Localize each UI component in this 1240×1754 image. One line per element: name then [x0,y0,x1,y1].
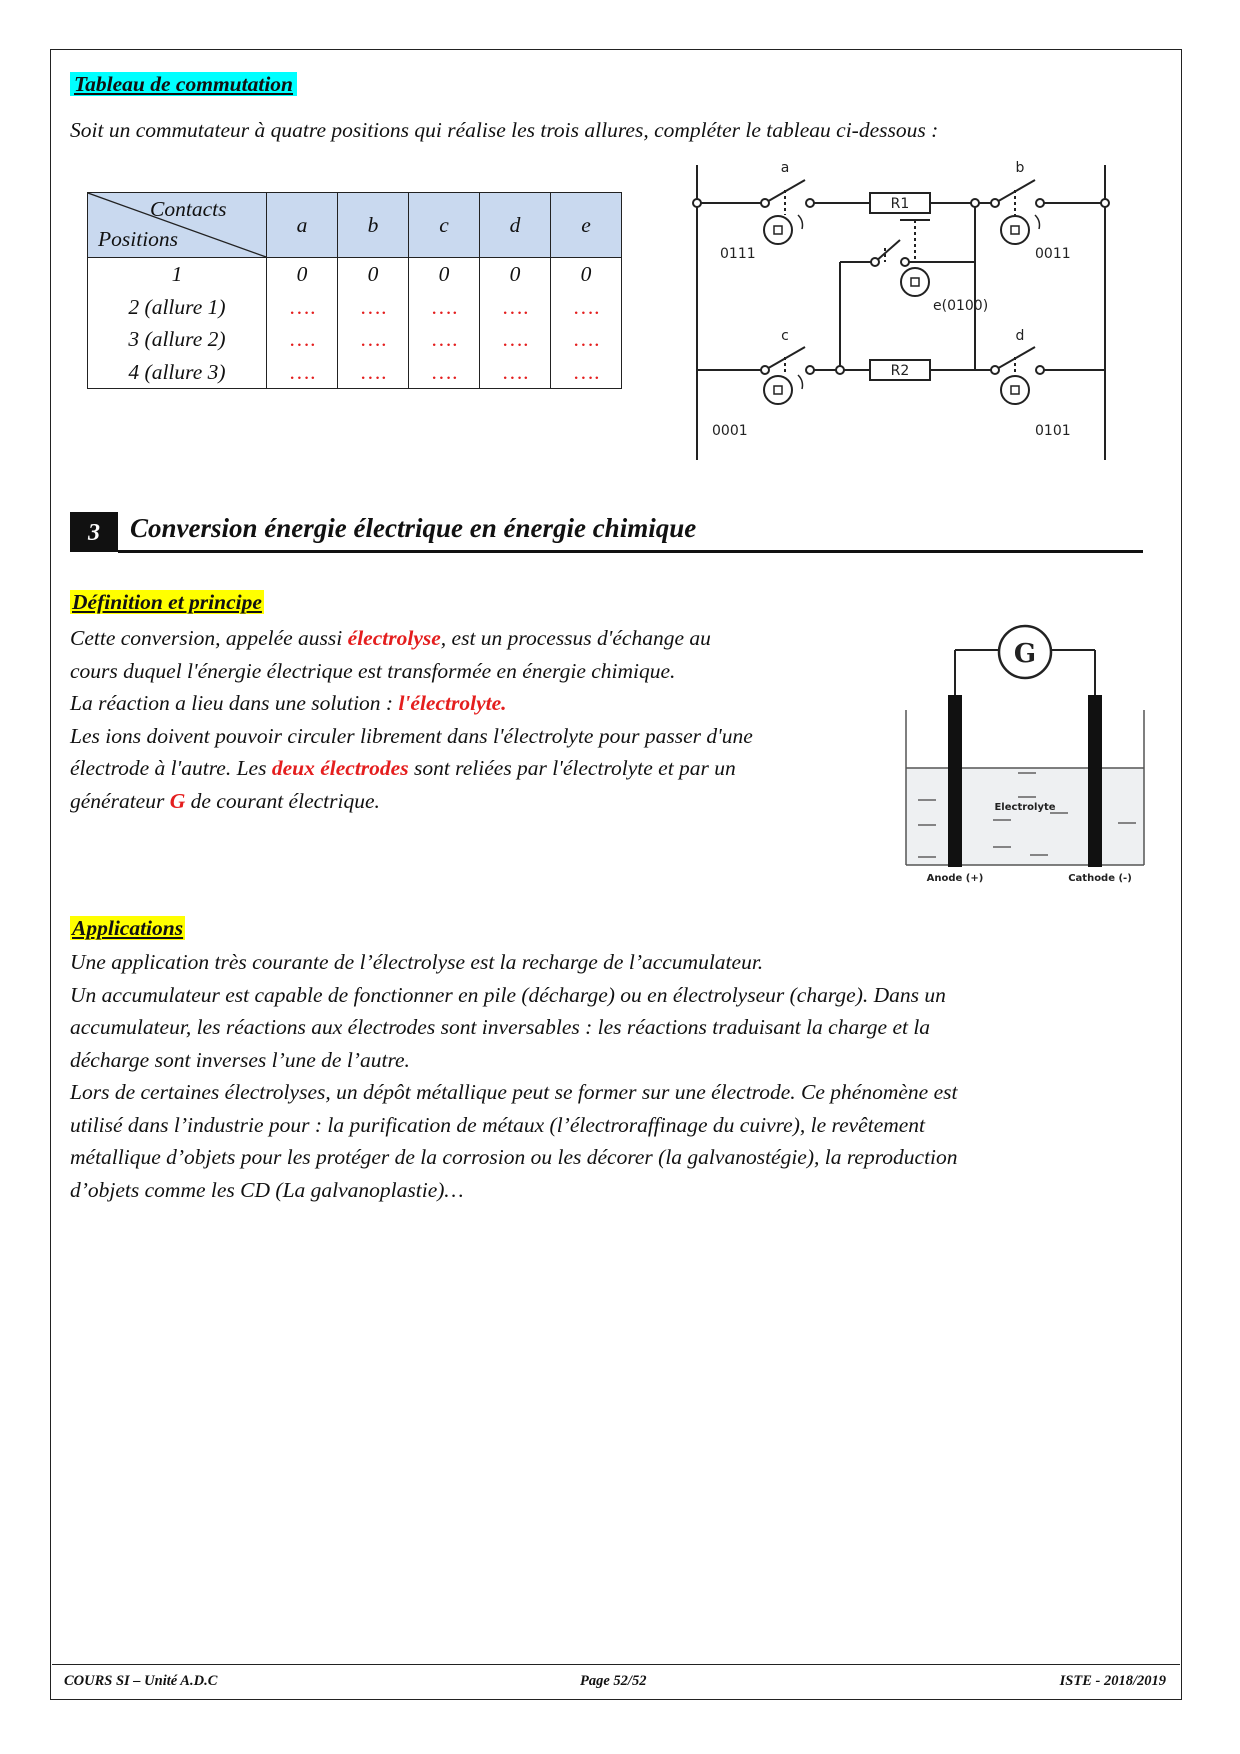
electrolysis-diagram [900,615,1150,890]
definition-line: générateur G de courant électrique. [70,788,380,813]
cam-code-c: 0001 [712,423,748,439]
electrolyte-label: Electrolyte [994,802,1056,813]
table-cell[interactable]: …. [551,323,622,356]
definition-paragraph [70,622,890,817]
resistor-label-r2: R2 [890,363,910,379]
footer-school-year: ISTE - 2018/2019 [1059,1673,1166,1689]
section-number: 3 [70,512,118,552]
table-cell[interactable]: …. [267,291,338,324]
definition-line: La réaction a lieu dans une solution : l'électrolyte. [70,691,507,715]
table-cell[interactable]: …. [267,356,338,389]
table-corner-cell [88,193,267,258]
switch-label-d: d [1015,328,1025,344]
table-cell[interactable]: 0 [551,258,622,291]
table-cell[interactable]: …. [338,356,409,389]
definition-line: électrode à l'autre. Les deux électrodes sont reliées par l'électrolyte et par un [70,756,736,780]
applications-line: décharge sont inverses l’une de l’autre. [70,1047,410,1072]
row-label: 4 (allure 3) [88,356,267,389]
definition-line: cours duquel l'énergie électrique est transformée en énergie chimique. [70,658,676,683]
switch-label-b: b [1015,160,1025,176]
row-label: 1 [88,258,267,291]
table-cell[interactable]: …. [480,291,551,324]
table-row [88,356,622,389]
applications-line: Une application très courante de l’électrolyse est la recharge de l’accumulateur. [70,950,764,974]
switch-label-c: c [781,328,789,344]
section-title: Conversion énergie électrique en énergie chimique [130,513,697,543]
switch-label-a: a [780,160,790,176]
cathode-electrode [1088,695,1102,867]
table-cell[interactable]: 0 [338,258,409,291]
table-cell[interactable]: …. [480,323,551,356]
column-header: c [409,193,480,258]
page-footer [52,1664,1180,1699]
header-contacts: Contacts [150,197,227,221]
column-header: a [267,193,338,258]
anode-label: Anode (+) [926,873,984,884]
table-cell[interactable]: 0 [480,258,551,291]
table-cell[interactable]: …. [338,323,409,356]
cam-code-d: 0101 [1035,423,1071,439]
table-cell[interactable]: …. [409,291,480,324]
table-row [88,291,622,324]
header-positions: Positions [98,227,179,251]
column-header: b [338,193,409,258]
applications-line: accumulateur, les réactions aux électrodes sont inversables : les réactions traduisant la charge et la [70,1015,931,1039]
table-cell[interactable]: …. [338,291,409,324]
commutator-circuit-diagram [690,160,1120,470]
column-header: e [551,193,622,258]
cam-code-e: e(0100) [933,298,989,314]
cathode-label: Cathode (-) [1068,873,1132,884]
applications-line: Lors de certaines électrolyses, un dépôt métallique peut se former sur une électrode. Ce phénomène est [70,1080,958,1104]
commutation-table [87,192,622,389]
footer-course: COURS SI – Unité A.D.C [64,1673,218,1689]
applications-line: Un accumulateur est capable de fonctionner en pile (décharge) ou en électrolyseur (charge). Dans un [70,982,946,1007]
definition-heading: Définition et principe [72,590,262,614]
applications-heading: Applications [72,916,184,940]
definition-line: Les ions doivent pouvoir circuler librement dans l'électrolyte pour passer d'une [70,723,753,748]
tableau-intro: Soit un commutateur à quatre positions qui réalise les trois allures, compléter le tableau ci-dessous : [70,118,939,142]
cam-code-b: 0011 [1035,246,1071,262]
row-label: 3 (allure 2) [88,323,267,356]
cam-code-a: 0111 [720,246,756,262]
definition-line: Cette conversion, appelée aussi électrolyse, est un processus d'échange au [70,626,711,650]
section-rule [118,550,1143,553]
anode-electrode [948,695,962,867]
table-cell[interactable]: 0 [267,258,338,291]
table-cell[interactable]: …. [551,356,622,389]
table-cell[interactable]: …. [409,356,480,389]
electrolyte-fill [906,768,1144,865]
row-label: 2 (allure 1) [88,291,267,324]
applications-paragraph [70,946,1140,1206]
applications-line: d’objets comme les CD (La galvanoplastie)… [70,1177,464,1202]
table-cell[interactable]: 0 [409,258,480,291]
table-row [88,258,622,291]
applications-line: utilisé dans l’industrie pour : la purification de métaux (l’électroraffinage du cuivre), le revêtement [70,1112,926,1137]
applications-line: métallique d’objets pour les protéger de la corrosion ou les décorer (la galvanostégie), la reproduction [70,1145,958,1169]
column-header: d [480,193,551,258]
table-cell[interactable]: …. [480,356,551,389]
footer-page-number: Page 52/52 [580,1673,647,1689]
table-cell[interactable]: …. [267,323,338,356]
table-cell[interactable]: …. [409,323,480,356]
resistor-label-r1: R1 [890,196,910,212]
table-cell[interactable]: …. [551,291,622,324]
generator-label: G [1013,639,1037,669]
table-row [88,323,622,356]
tableau-heading: Tableau de commutation [70,72,297,97]
